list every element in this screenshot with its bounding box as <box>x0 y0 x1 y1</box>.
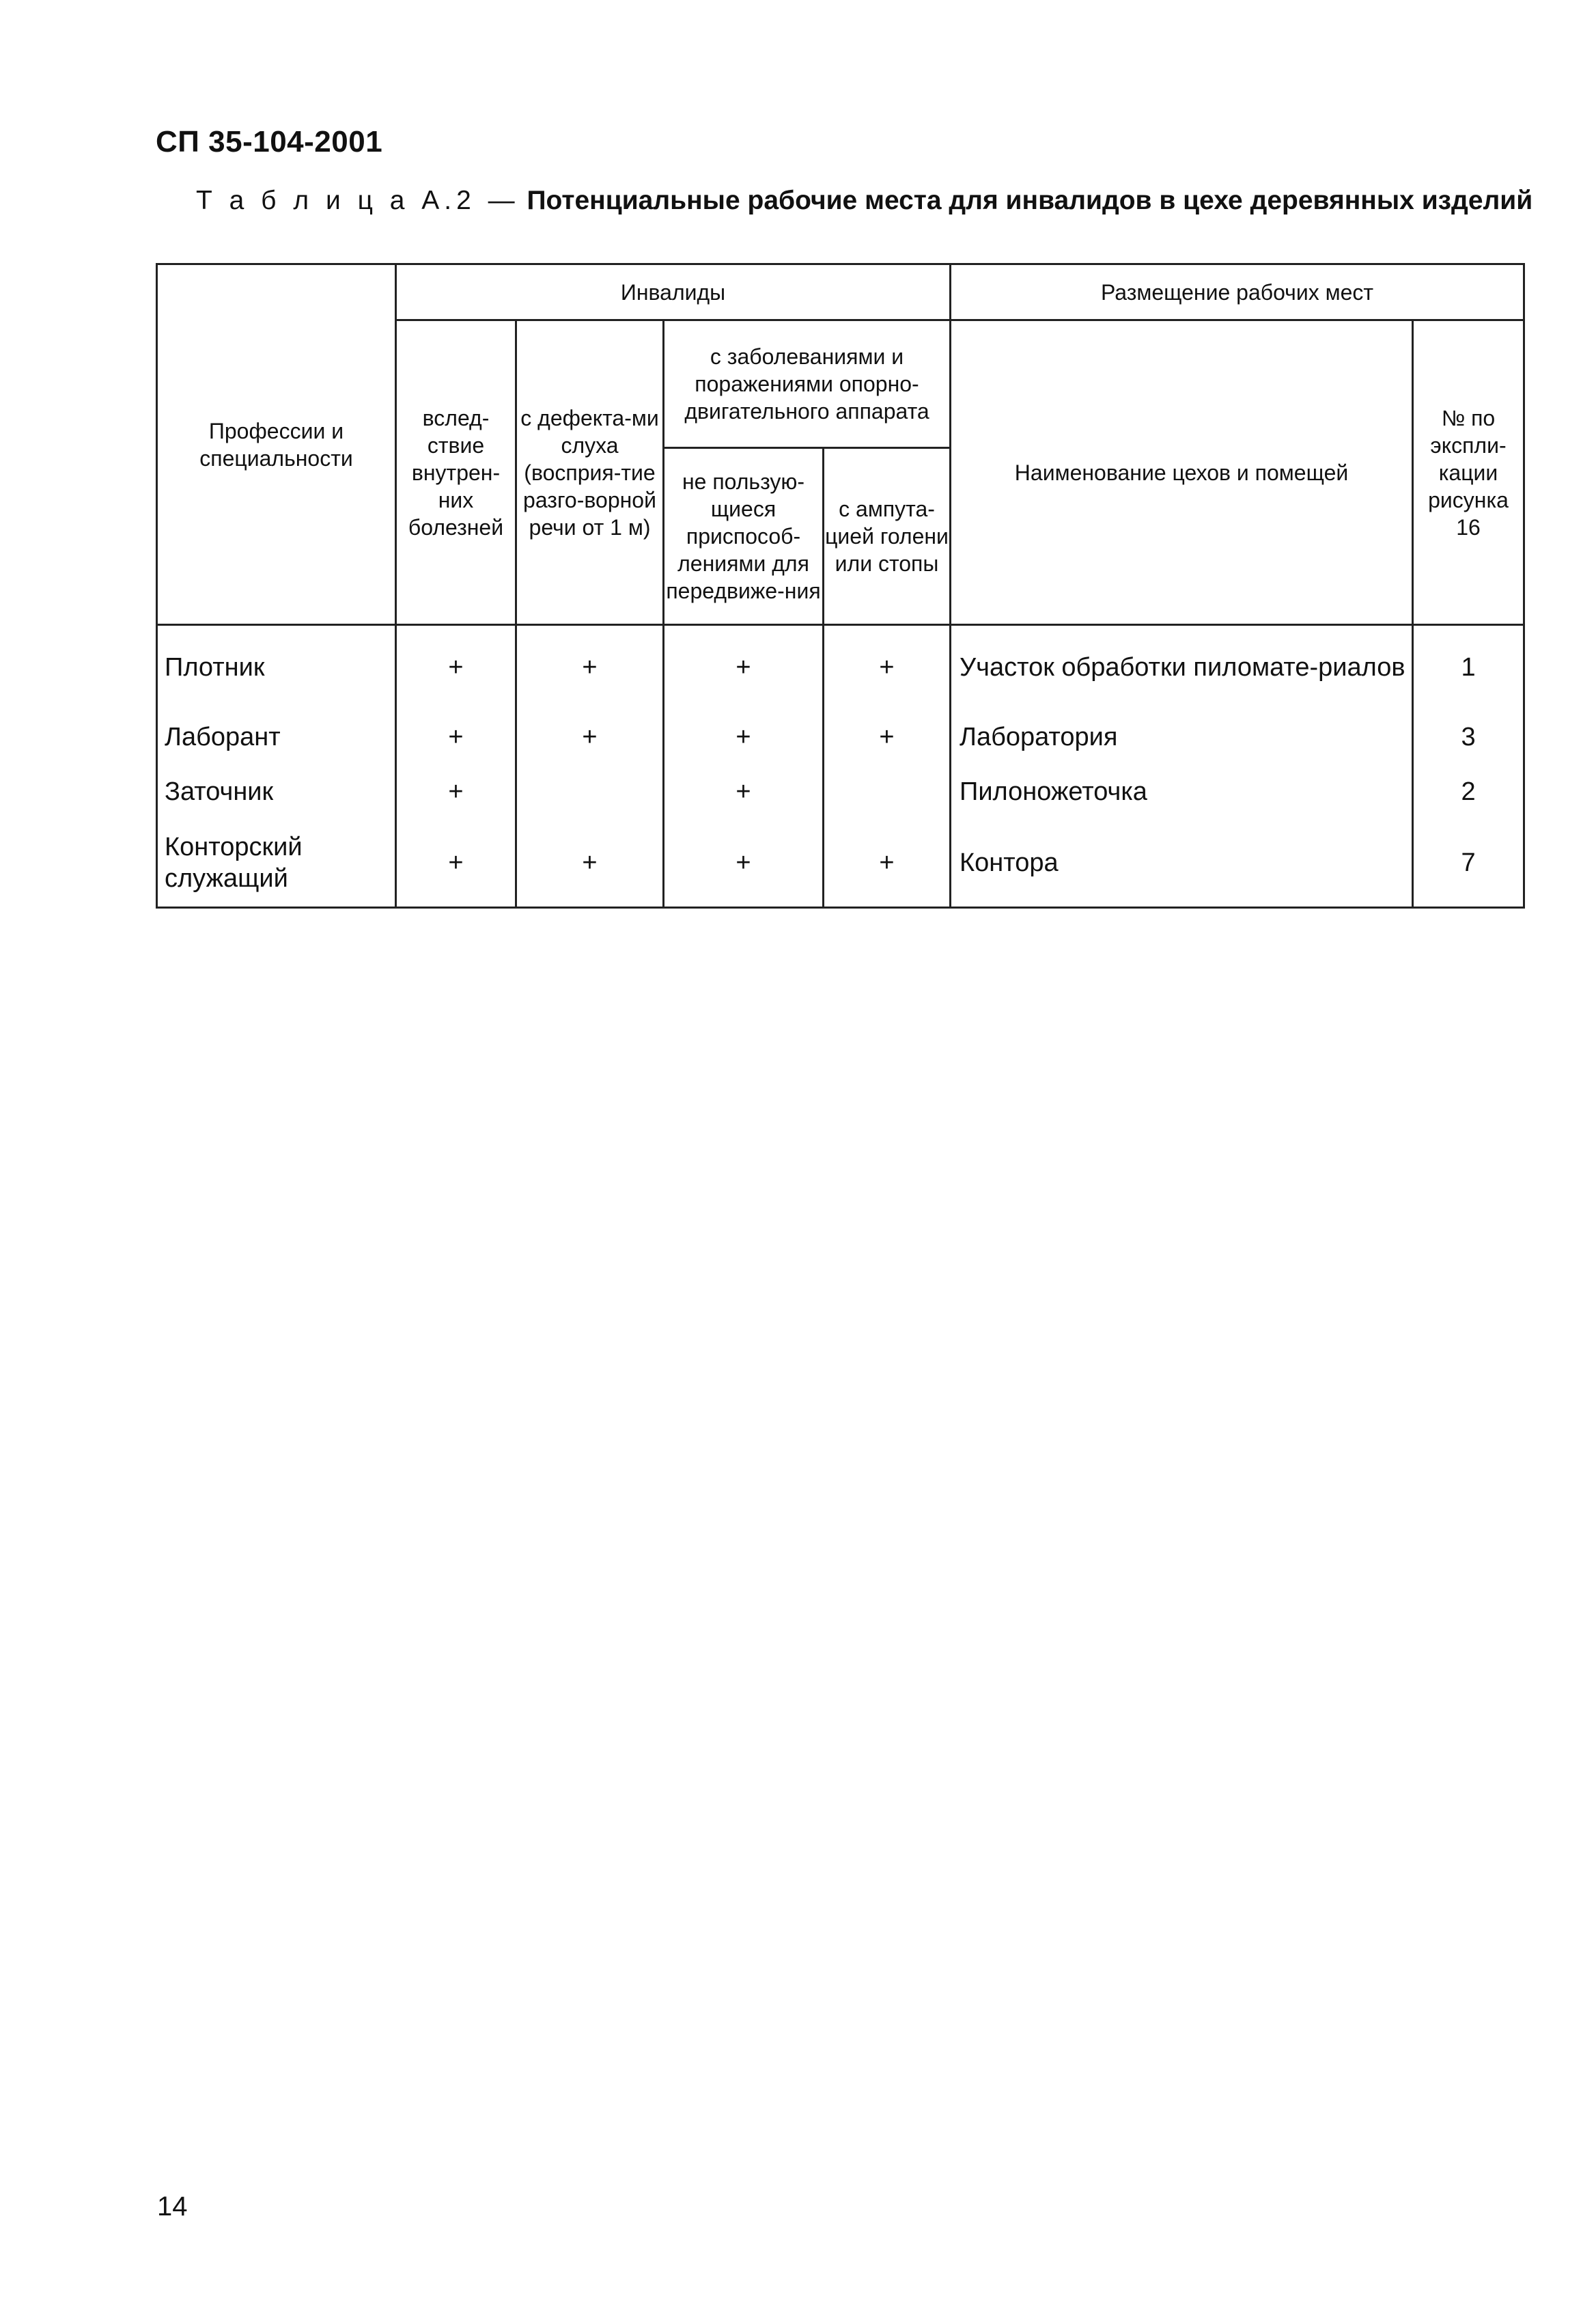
table-caption <box>196 186 1532 216</box>
cell-internal: + <box>396 710 516 764</box>
header-workshop-name: Наименование цехов и помещей <box>951 320 1413 625</box>
header-explication-number: № по экспли-кации рисунка 16 <box>1413 320 1524 625</box>
table-row <box>157 625 1524 710</box>
cell-internal: + <box>396 625 516 710</box>
header-no-devices: не пользую-щиеся приспособ-лениями для передвиже-ния <box>664 448 824 625</box>
header-group-placement: Размещение рабочих мест <box>951 264 1524 320</box>
cell-hearing: + <box>516 625 664 710</box>
table-caption-title: Потенциальные рабочие места для инвалидов в цехе деревянных изделий <box>527 186 1533 215</box>
cell-profession: Заточник <box>157 764 396 819</box>
header-profession: Профессии и специальности <box>157 264 396 625</box>
cell-number: 3 <box>1413 710 1524 764</box>
cell-profession: Лаборант <box>157 710 396 764</box>
cell-workshop: Пилоножеточка <box>951 764 1413 819</box>
cell-amputation <box>824 764 951 819</box>
cell-workshop: Контора <box>951 819 1413 908</box>
cell-amputation: + <box>824 710 951 764</box>
workplaces-table <box>156 263 1525 909</box>
page-number: 14 <box>157 2191 188 2222</box>
cell-no-devices: + <box>664 710 824 764</box>
cell-hearing: + <box>516 819 664 908</box>
header-amputation: с ампута-цией голени или стопы <box>824 448 951 625</box>
cell-internal: + <box>396 819 516 908</box>
header-group-musculoskeletal: с заболеваниями и поражениями опорно-двигательного аппарата <box>664 320 951 448</box>
cell-profession: Конторский служащий <box>157 819 396 908</box>
table-row <box>157 710 1524 764</box>
cell-workshop: Лаборатория <box>951 710 1413 764</box>
cell-no-devices: + <box>664 625 824 710</box>
header-hearing-defects: с дефекта-ми слуха (восприя-тие разго-ворной речи от 1 м) <box>516 320 664 625</box>
cell-no-devices: + <box>664 764 824 819</box>
cell-amputation: + <box>824 625 951 710</box>
cell-amputation: + <box>824 819 951 908</box>
table-row <box>157 764 1524 819</box>
cell-no-devices: + <box>664 819 824 908</box>
header-internal-diseases: вслед-ствие внутрен-них болезней <box>396 320 516 625</box>
cell-hearing <box>516 764 664 819</box>
document-code: СП 35-104-2001 <box>156 125 383 158</box>
table-row <box>157 819 1524 908</box>
table-caption-label: Т а б л и ц а А.2 — <box>196 186 520 215</box>
cell-internal: + <box>396 764 516 819</box>
cell-workshop: Участок обработки пиломате-риалов <box>951 625 1413 710</box>
cell-number: 2 <box>1413 764 1524 819</box>
header-group-disabled: Инвалиды <box>396 264 951 320</box>
cell-number: 1 <box>1413 625 1524 710</box>
cell-hearing: + <box>516 710 664 764</box>
cell-profession: Плотник <box>157 625 396 710</box>
cell-number: 7 <box>1413 819 1524 908</box>
